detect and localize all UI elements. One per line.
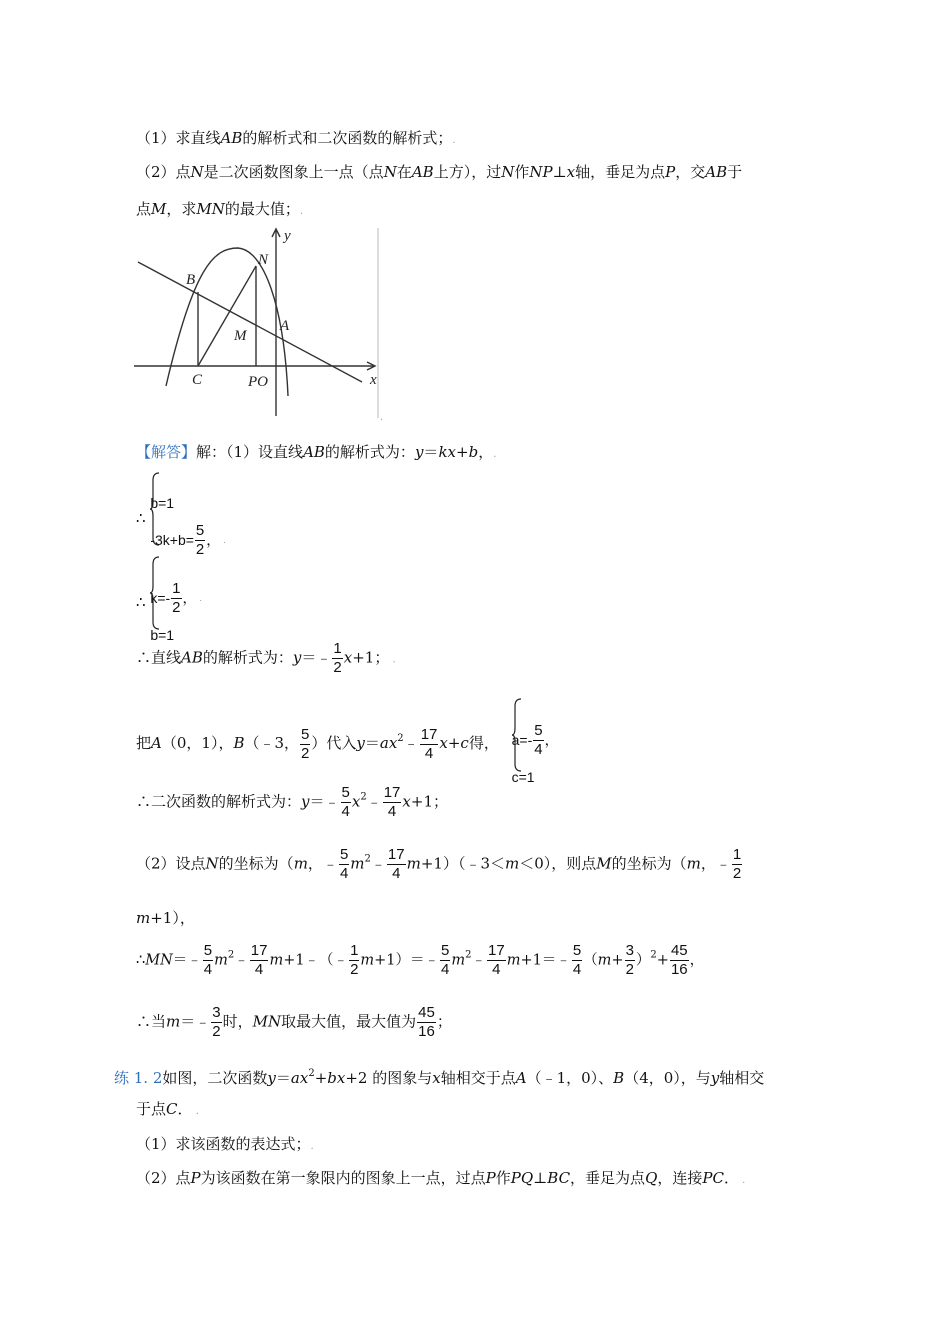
quadratic-result: ∴二次函数的解析式为：y＝﹣ $\frac{5}{4}$ $x^2﹣$ $\frac{17}{4}$ x+1； xyxy=(136,784,448,820)
answer-intro: 【解答】解：（1）设直线AB的解析式为：y＝kx+b，. xyxy=(136,443,497,461)
system-1: ∴ b=1 -3k+b= $\frac{5}{2}$ ， . xyxy=(136,472,226,564)
part-2-setup-cont: m+1）， xyxy=(136,909,195,927)
label-y: y xyxy=(284,228,291,244)
label-c: C xyxy=(192,372,203,388)
system-2: ∴ k=- $\frac{1}{2}$ ， . b=1 xyxy=(136,556,202,648)
line-ab-result: ∴直线AB的解析式为：y＝﹣ $\frac{1}{2}$ x+1； . xyxy=(136,640,396,676)
label-x: x xyxy=(370,372,377,388)
mn-expression: ∴MN＝﹣ $\frac{5}{4}$ $m^2﹣$ $\frac{17}{4}$ m+1﹣（﹣ $\frac{1}{2}$ m+1）＝﹣ $\frac{5}{4}$ $m^2﹣$ $\frac{17}{4}$ m+1＝﹣ $\frac{5}{4}$ （m+ $\frac{3}{2}$ ）$^2$+ $\frac{45}{16}$ ， xyxy=(136,942,705,978)
label-b: B xyxy=(186,272,196,288)
question-2: （2）点N是二次函数图象上一点（点N在AB上方），过N作NP⊥x轴，垂足为点P，交AB于 xyxy=(136,163,743,181)
part-2-setup: （2）设点N的坐标为（m，﹣ $\frac{5}{4}$ $m^2﹣$ $\frac{17}{4}$ m+1）（﹣3＜m＜0），则点M的坐标为（m，﹣ $\frac{1}{2}$ xyxy=(136,846,742,882)
label-po: PO xyxy=(248,374,268,390)
label-n: N xyxy=(258,252,269,268)
exercise-q2: （2）点P为该函数在第一象限内的图象上一点，过点P作PQ⊥BC，垂足为点Q，连接PC． . xyxy=(136,1169,746,1187)
exercise-q1: （1）求该函数的表达式；. xyxy=(136,1135,314,1153)
parabola-figure xyxy=(134,226,382,422)
label-a: A xyxy=(280,318,290,334)
max-value-line: ∴当m＝﹣ $\frac{3}{2}$ 时，MN取最大值，最大值为 $\frac{45}{16}$ ； xyxy=(136,1004,452,1040)
question-1: （1）求直线AB的解析式和二次函数的解析式；. xyxy=(136,129,456,147)
exercise-1-2-cont: 于点C． . xyxy=(136,1100,199,1118)
substitution-line: 把A（0，1），B（﹣3， $\frac{5}{2}$ ）代入$y=ax^2﹣$ $\frac{17}{4}$ x+c得， a=- $\frac{5}{4}$ ， c=1 xyxy=(136,698,559,790)
exercise-1-2: 练 1. 2如图，二次函数$y=ax^2+bx+2$ 的图象与x轴相交于点A（﹣1，0）、B（4，0），与y轴相交 xyxy=(114,1068,765,1087)
question-2-cont: 点M，求MN的最大值；. xyxy=(136,200,304,218)
label-m: M xyxy=(234,328,247,344)
